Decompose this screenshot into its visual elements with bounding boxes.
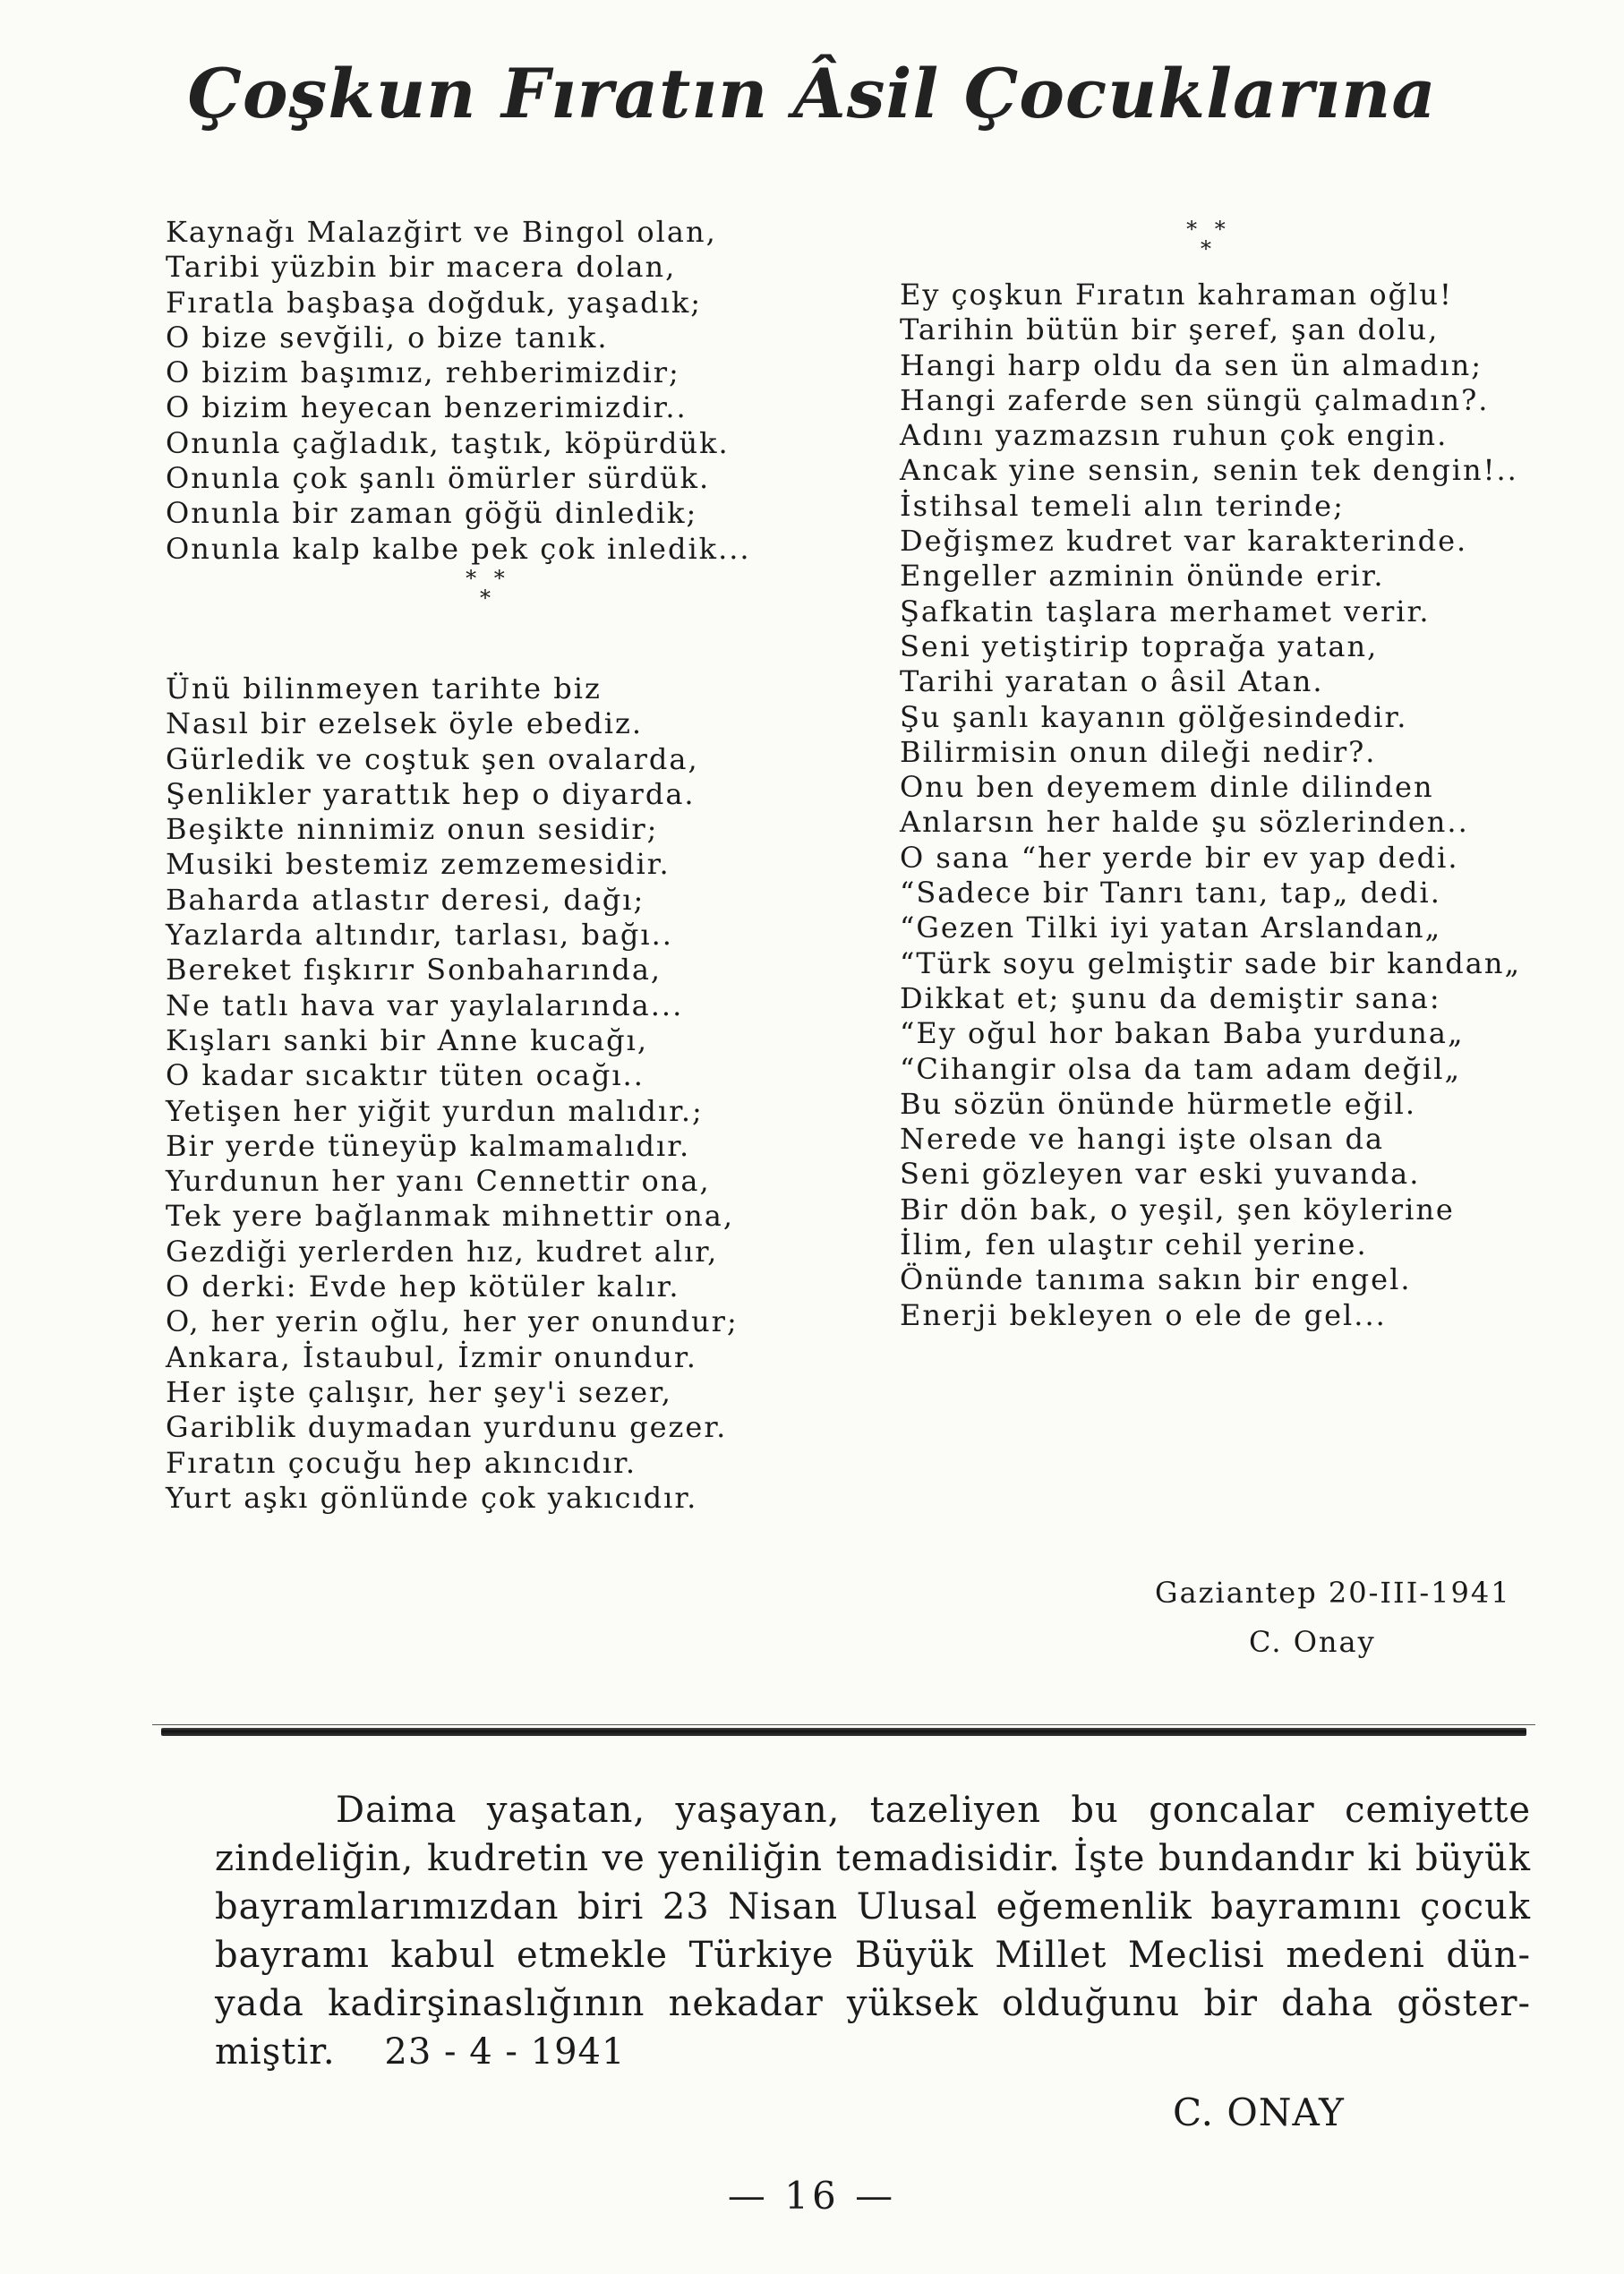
verse-line: Hangi zaferde sen süngü çalmadın?.: [900, 382, 1490, 417]
verse-line: Gürledik ve coştuk şen ovalarda,: [166, 741, 699, 776]
verse-line: O bize sevğili, o bize tanık.: [166, 320, 609, 355]
verse-line: Yurt aşkı gönlünde çok yakıcıdır.: [166, 1480, 698, 1515]
left-stanza-1: [166, 215, 751, 567]
stanza-separator-left: * * *: [466, 566, 510, 611]
verse-line: Yazlarda altındır, tarlası, bağı..: [166, 918, 673, 953]
verse-line: Tarihin bütün bir şeref, şan dolu,: [900, 312, 1440, 347]
verse-line: Engeller azminin önünde erir.: [900, 559, 1385, 594]
poem-title: Çoşkun Fıratın Âsil Çocuklarına: [187, 54, 1437, 133]
verse-line: Ne tatlı hava var yaylalarında...: [166, 987, 684, 1022]
stanza-separator-right: * * *: [1186, 217, 1231, 261]
verse-line: Tek yere bağlanmak mihnettir ona,: [166, 1199, 735, 1234]
verse-line: İlim, fen ulaştır cehil yerine.: [900, 1227, 1368, 1262]
verse-line: Değişmez kudret var karakterinde.: [900, 524, 1468, 559]
divider-hairline: [152, 1724, 1535, 1725]
verse-line: “Sadece bir Tanrı tanı, tap„ dedi.: [900, 876, 1441, 910]
verse-line: Ey çoşkun Fıratın kahraman oğlu!: [900, 278, 1453, 312]
verse-line: Dikkat et; şunu da demiştir sana:: [900, 980, 1441, 1015]
verse-line: Taribi yüzbin bir macera dolan,: [166, 250, 677, 285]
verse-line: Nasıl bir ezelsek öyle ebediz.: [166, 706, 644, 741]
verse-line: O, her yerin oğlu, her yer onundur;: [166, 1304, 739, 1339]
verse-line: Yetişen her yiğit yurdun malıdır.;: [166, 1093, 704, 1128]
verse-line: O bizim başımız, rehberimizdir;: [166, 355, 680, 390]
prose-line: bayramlarımızdan biri 23 Nisan Ulusal eğemenlik bayramını çocuk: [215, 1886, 1531, 1928]
verse-line: O derki: Evde hep kötüler kalır.: [166, 1270, 680, 1304]
verse-line: İstihsal temeli alın terinde;: [900, 488, 1345, 523]
verse-line: O sana “her yerde bir ev yap dedi.: [900, 840, 1459, 875]
verse-line: Baharda atlastır deresi, dağı;: [166, 882, 645, 917]
verse-line: O bizim heyecan benzerimizdir..: [166, 390, 688, 425]
left-stanza-2: [166, 671, 739, 1516]
verse-line: Şafkatin taşlara merhamet verir.: [900, 594, 1431, 628]
prose-line: Daima yaşatan, yaşayan, tazeliyen bu goncalar cemiyette: [336, 1790, 1531, 1831]
prose-line: zindeliğin, kudretin ve yeniliğin temadisidir. İşte bundandır ki büyük: [215, 1838, 1531, 1879]
verse-line: Nerede ve hangi işte olsan da: [900, 1122, 1385, 1157]
verse-line: Bu sözün önünde hürmetle eğil.: [900, 1086, 1416, 1121]
verse-line: Her işte çalışır, her şey'i sezer,: [166, 1374, 672, 1409]
verse-line: Kışları sanki bir Anne kucağı,: [166, 1022, 648, 1057]
verse-line: “Gezen Tilki iyi yatan Arslandan„: [900, 910, 1442, 945]
verse-line: Anlarsın her halde şu sözlerinden..: [900, 805, 1469, 840]
verse-line: Musiki bestemiz zemzemesidir.: [166, 847, 671, 882]
verse-line: Onunla çağladık, taştık, köpürdük.: [166, 425, 730, 460]
prose-line: bayramı kabul etmekle Türkiye Büyük Millet Meclisi medeni dün-: [215, 1935, 1531, 1976]
verse-line: Seni yetiştirip toprağa yatan,: [900, 628, 1379, 663]
verse-line: Kaynağı Malazğirt ve Bingol olan,: [166, 215, 717, 249]
verse-line: Ünü bilinmeyen tarihte biz: [166, 671, 602, 705]
verse-line: Seni gözleyen var eski yuvanda.: [900, 1157, 1421, 1192]
verse-line: Önünde tanıma sakın bir engel.: [900, 1262, 1412, 1297]
verse-line: Fıratla başbaşa doğduk, yaşadık;: [166, 285, 702, 320]
prose-paragraph: [215, 1786, 1531, 2076]
prose-line: miştir. 23 - 4 - 1941: [215, 2031, 626, 2073]
verse-line: Bir yerde tüneyüp kalmamalıdır.: [166, 1128, 691, 1163]
verse-line: Adını yazmazsın ruhun çok engin.: [900, 418, 1449, 453]
verse-line: “Türk soyu gelmiştir sade bir kandan„: [900, 945, 1522, 980]
verse-line: Ankara, İstaubul, İzmir onundur.: [166, 1339, 697, 1374]
verse-line: Gezdiği yerlerden hız, kudret alır,: [166, 1234, 719, 1269]
verse-line: “Ey oğul hor bakan Baba yurduna„: [900, 1016, 1465, 1051]
verse-line: Gariblik duymadan yurdunu gezer.: [166, 1410, 728, 1445]
verse-line: Onunla kalp kalbe pek çok inledik...: [166, 531, 751, 566]
verse-line: Şenlikler yarattık hep o diyarda.: [166, 776, 696, 811]
verse-line: Hangi harp oldu da sen ün almadın;: [900, 347, 1483, 382]
verse-line: Tarihi yaratan o âsil Atan.: [900, 664, 1324, 699]
page-number: — 16 —: [727, 2174, 897, 2218]
verse-line: Onunla bir zaman göğü dinledik;: [166, 496, 698, 531]
verse-line: Bereket fışkırır Sonbaharında,: [166, 953, 662, 987]
verse-line: O kadar sıcaktır tüten ocağı..: [166, 1058, 645, 1093]
verse-line: “Cihangir olsa da tam adam değil„: [900, 1051, 1462, 1086]
verse-line: Ancak yine sensin, senin tek dengin!..: [900, 453, 1518, 488]
verse-line: Şu şanlı kayanın gölğesindedir.: [900, 699, 1408, 734]
prose-line: yada kadirşinaslığının nekadar yüksek olduğunu bir daha göster-: [215, 1983, 1531, 2024]
poem-place-date: Gaziantep 20-III-1941: [1155, 1576, 1511, 1610]
verse-line: Yurdunun her yanı Cennettir ona,: [166, 1164, 711, 1199]
poem-author: C. Onay: [1249, 1625, 1376, 1659]
verse-line: Enerji bekleyen o ele de gel...: [900, 1297, 1387, 1332]
verse-line: Onu ben deyemem dinle dilinden: [900, 770, 1434, 805]
right-stanza: [900, 278, 1521, 1333]
verse-line: Beşikte ninnimiz onun sesidir;: [166, 812, 659, 847]
verse-line: Onunla çok şanlı ömürler sürdük.: [166, 461, 711, 496]
verse-line: Bir dön bak, o yeşil, şen köylerine: [900, 1192, 1455, 1227]
divider-rule: [161, 1728, 1526, 1736]
prose-author: C. ONAY: [1173, 2090, 1345, 2134]
verse-line: Fıratın çocuğu hep akıncıdır.: [166, 1445, 637, 1480]
verse-line: Bilirmisin onun dileği nedir?.: [900, 734, 1377, 769]
